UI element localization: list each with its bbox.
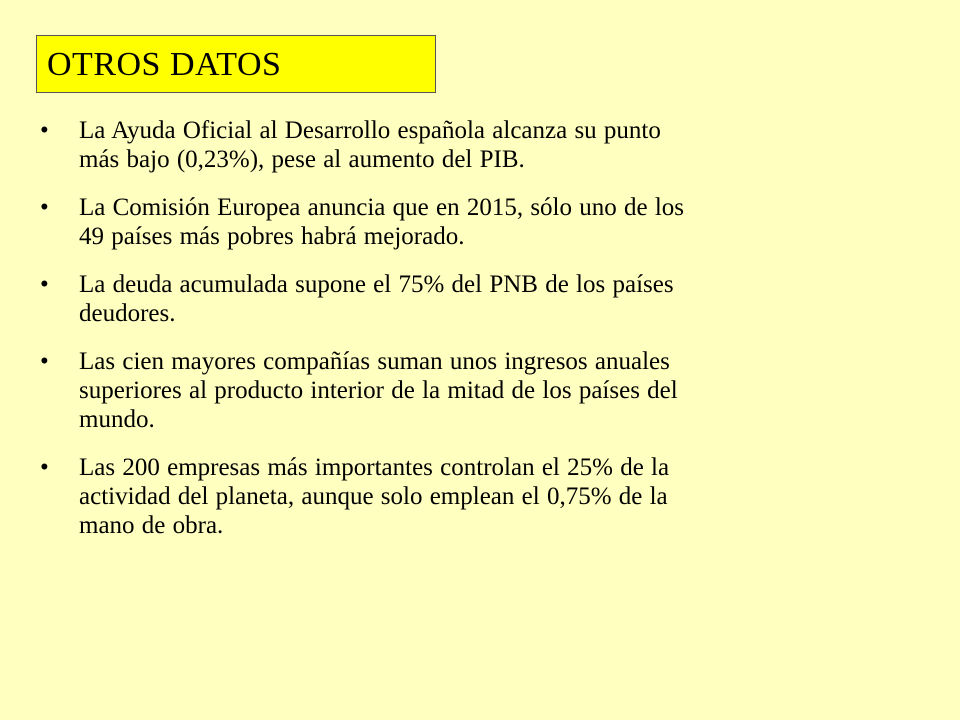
bullet-icon: •	[40, 348, 49, 375]
bullet-text-line: La Ayuda Oficial al Desarrollo española alcanza su punto	[79, 117, 661, 144]
bullet-icon: •	[40, 454, 49, 481]
bullet-text-line: mano de obra.	[79, 512, 224, 539]
bullet-text-line: mundo.	[79, 406, 155, 433]
bullet-item	[40, 347, 840, 434]
bullet-icon: •	[40, 271, 49, 298]
bullet-icon: •	[40, 117, 49, 144]
bullet-item	[40, 270, 840, 328]
bullet-text-line: superiores al producto interior de la mitad de los países del	[79, 377, 678, 404]
bullet-item	[40, 193, 840, 251]
bullet-item	[40, 453, 840, 540]
bullet-list	[40, 116, 840, 559]
bullet-text-line: actividad del planeta, aunque solo emplean el 0,75% de la	[79, 483, 668, 510]
bullet-text-line: La deuda acumulada supone el 75% del PNB de los países	[79, 271, 674, 298]
bullet-item	[40, 116, 840, 174]
slide-title: OTROS DATOS	[47, 46, 282, 83]
bullet-text-line: Las 200 empresas más importantes controlan el 25% de la	[79, 454, 670, 481]
bullet-text-line: 49 países más pobres habrá mejorado.	[79, 223, 465, 250]
bullet-icon: •	[40, 194, 49, 221]
bullet-text-line: más bajo (0,23%), pese al aumento del PIB.	[79, 146, 525, 173]
slide-title-box	[36, 35, 436, 93]
bullet-text-line: Las cien mayores compañías suman unos ingresos anuales	[79, 348, 670, 375]
bullet-text-line: deudores.	[79, 300, 176, 327]
bullet-text-line: La Comisión Europea anuncia que en 2015, sólo uno de los	[79, 194, 685, 221]
